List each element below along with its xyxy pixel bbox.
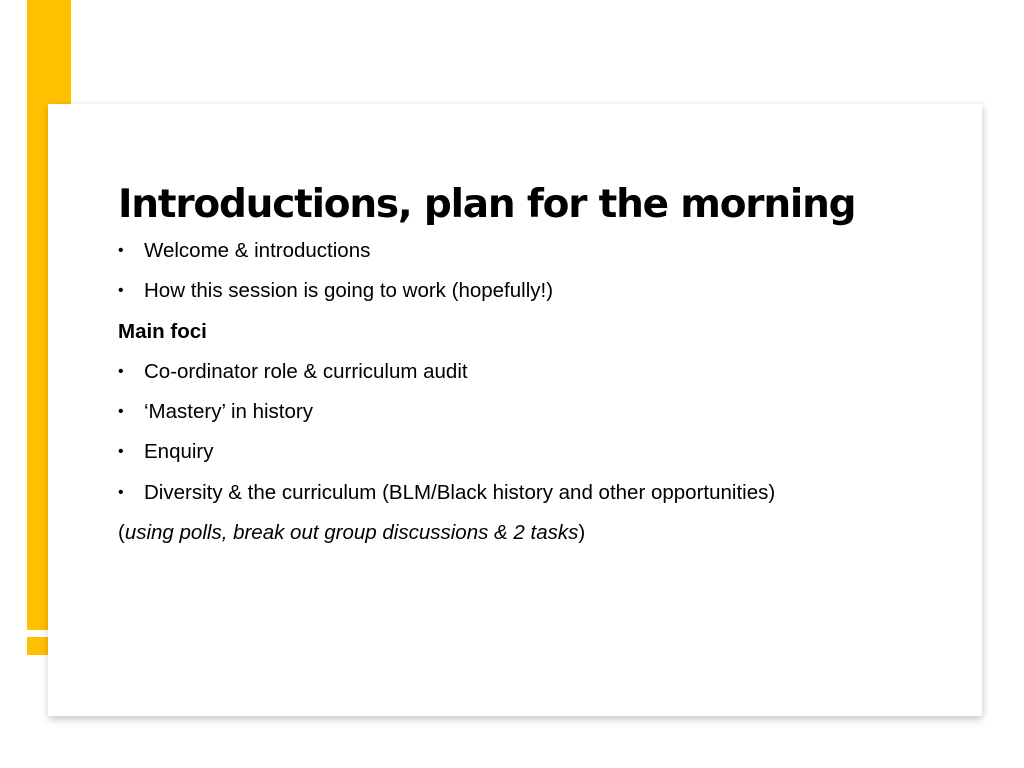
note-close-paren: ) [578, 521, 586, 545]
note-italic-text: using polls, break out group discussions & 2 tasks [124, 521, 579, 545]
bullet-icon: • [118, 403, 124, 421]
accent-bar-bottom [27, 637, 48, 655]
list-item-text: Enquiry [144, 440, 214, 464]
content-card [48, 104, 982, 716]
bullet-icon: • [118, 242, 124, 259]
list-item-text: How this session is going to work (hopefully!) [144, 279, 554, 303]
list-item-diversity [118, 478, 958, 518]
list-item-text: Diversity & the curriculum (BLM/Black history and other opportunities) [144, 480, 776, 504]
bullet-icon: • [118, 362, 124, 380]
list-item-session [118, 276, 958, 316]
slide-body [118, 236, 958, 558]
bullet-icon: • [118, 443, 124, 461]
accent-bar-side [27, 104, 48, 630]
list-item-welcome [118, 236, 958, 276]
session-note [118, 518, 958, 558]
list-item-text: ‘Mastery’ in history [144, 400, 313, 424]
bullet-icon: • [118, 282, 124, 300]
accent-bar-top [27, 0, 71, 104]
section-heading: Main foci [118, 319, 207, 343]
bullet-icon: • [118, 483, 124, 501]
slide-title: Introductions, plan for the morning [118, 182, 856, 227]
list-item-mastery [118, 397, 958, 437]
accent-bar-gap [27, 630, 48, 637]
list-item-enquiry [118, 437, 958, 477]
list-item-text: Welcome & introductions [144, 239, 371, 262]
list-item-coordinator [118, 357, 958, 397]
list-item-text: Co-ordinator role & curriculum audit [144, 359, 468, 383]
note-open-paren: ( [118, 521, 125, 545]
